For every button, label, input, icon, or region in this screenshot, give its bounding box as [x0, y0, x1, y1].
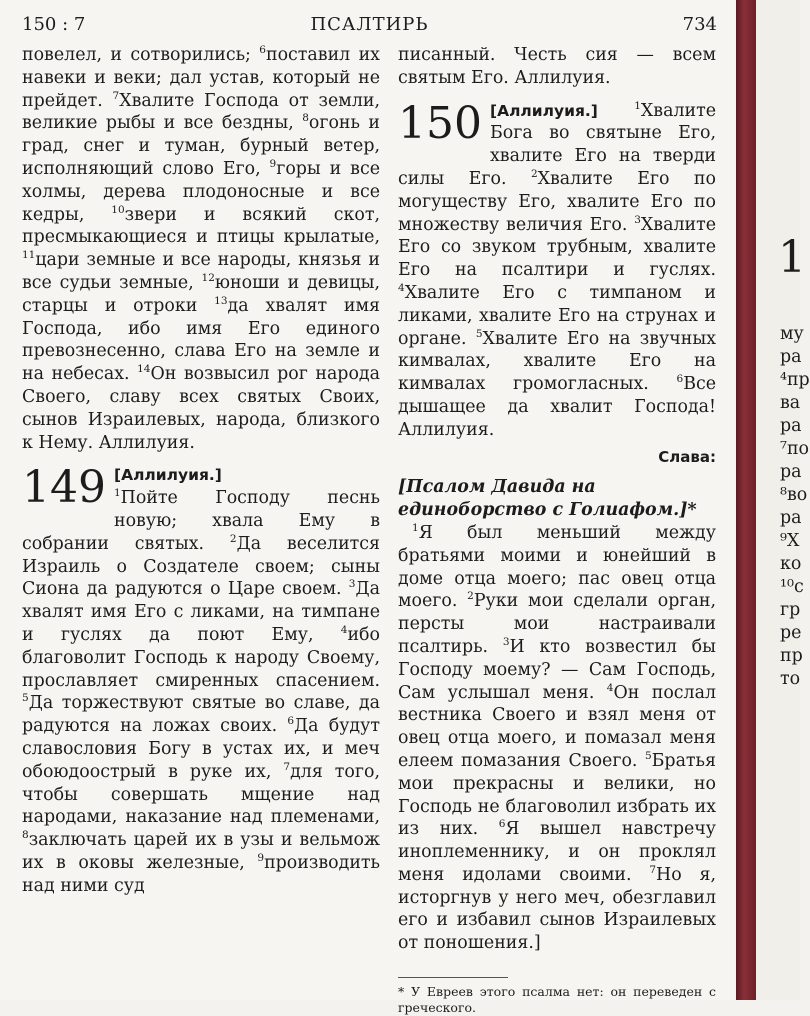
next-page-fragment: ⁷по	[780, 439, 810, 459]
verse-text: Да хвалят имя Его с ликами, на тимпане и гуслях да поют Ему,	[22, 579, 380, 645]
next-page-fragment: ва	[780, 393, 801, 413]
left-column	[22, 44, 380, 897]
next-page-fragment: то	[780, 669, 801, 689]
verse-number: 9	[269, 158, 277, 171]
psalm-151-text	[398, 522, 716, 955]
verse-text: Хвалите Его с тимпаном и ликами, хвалите Его на струнах и органе.	[398, 282, 716, 349]
psalm-149	[22, 464, 380, 897]
verse-text: да хвалят имя Господа, ибо имя Его единого превознесенно, слава Его на земле и на небесах.	[22, 295, 381, 385]
header-verse-ref: 150 : 7	[22, 14, 86, 35]
verse-number: 12	[201, 272, 215, 285]
next-page-fragment: ¹⁰с	[780, 577, 804, 597]
verse-text: огонь и град, снег и туман, бурный ветер, исполняющий слово Его,	[22, 113, 380, 179]
psalm-150	[398, 97, 716, 442]
verse-text: цари земные и все народы, князья и все судьи земные,	[22, 250, 380, 293]
footnote-divider	[398, 977, 508, 978]
verse-text: Все дышащее да хвалит Господа! Аллилуия.	[398, 374, 716, 440]
verse-number: 7	[283, 760, 291, 773]
page-header	[22, 10, 717, 38]
footnote: * У Евреев этого псалма нет: он переведен с греческого.	[398, 984, 716, 1016]
next-page-fragment: гр	[780, 600, 801, 620]
psalm-149-tail: писанный. Честь сия — всем святым Его. Аллилуия.	[398, 45, 716, 88]
verse-number: 14	[137, 363, 151, 376]
psalm-tag: [Аллилуия.]	[113, 466, 222, 485]
next-page-fragment: ра	[780, 416, 802, 436]
verse-number: 3	[348, 578, 356, 591]
next-page-fragment: ра	[780, 508, 802, 528]
verse-number: 4	[606, 681, 614, 694]
verse-number: 8	[22, 829, 29, 842]
verse-number: 8	[302, 112, 309, 125]
verse-number: 5	[644, 750, 652, 763]
verse-text: звери и всякий скот, пресмыкающиеся и птицы крылатые,	[22, 204, 380, 248]
verse-number: 6	[498, 818, 506, 831]
verse-number: 6	[676, 373, 684, 386]
page-number: 734	[682, 14, 717, 35]
verse-text: ибо благоволит Господь к народу Своему, прославляет смиренных спасением.	[22, 624, 380, 691]
verse-text: Он возвысил рог народа Своего, славу всех святых Своих, сынов Израилевых, народа, близкого к Нему. Аллилуия.	[22, 364, 380, 453]
verse-number: 2	[530, 168, 538, 181]
verse-number: 3	[634, 213, 641, 226]
header-title: ПСАЛТИРЬ	[310, 14, 429, 35]
verse-number: 3	[502, 636, 510, 649]
psalm-149-text	[22, 464, 380, 897]
verse-text: Да торжествуют святые во славе, да радуются на ложах своих.	[22, 693, 380, 737]
verse-text: Пойте Господу песнь новую; хвала Ему в собрании святых.	[22, 488, 380, 554]
verse-text: Хвалите Бога во святыне Его, хвалите Его на тверди силы Его.	[398, 100, 716, 189]
verse-number: 10	[111, 203, 125, 216]
verse-number: 5	[22, 692, 29, 705]
verse-number: 13	[214, 294, 228, 307]
verse-number: 1	[113, 487, 121, 500]
next-page-fragment: му	[780, 324, 804, 344]
next-page-fragment: ре	[780, 623, 802, 643]
verse-text: юноши и девицы, старцы и отроки	[22, 272, 380, 316]
psalm-number: 149	[22, 462, 106, 514]
verse-number: 11	[22, 249, 36, 262]
verse-text: производить над ними суд	[22, 852, 380, 896]
bookmark-ribbon	[736, 0, 756, 1000]
psalm-number: 150	[398, 97, 482, 149]
verse-text: заключать царей их в узы и вельмож их в оковы железные,	[22, 830, 380, 873]
verse-number: 4	[340, 624, 348, 637]
psalm-148-tail	[22, 44, 380, 454]
verse-text: Хвалите Его по могуществу Его, хвалите Его по множеству величия Его.	[398, 168, 716, 235]
verse-text: для того, чтобы совершать мщение над народами, наказание над племенами,	[22, 761, 380, 828]
verse-text: Руки мои сделали орган, персты мои настраивали псалтирь.	[398, 591, 716, 657]
verse-text: Братья мои прекрасны и велики, но Господь не благоволил избрать их из них.	[398, 750, 716, 840]
verse-text: Да веселится Израиль о Создателе своем; сыны Сиона да радуются о Царе своем.	[22, 533, 381, 600]
next-page-psalm-number: 1	[778, 232, 806, 283]
next-page-fragment: ра	[780, 462, 802, 482]
next-page-fragment: ⁸во	[780, 485, 808, 505]
verse-text: Да будут славословия Богу в устах их, и меч обоюдоострый в руке их,	[22, 716, 380, 782]
verse-text: Хвалите Господа от земли, великие рыбы и все бездны,	[22, 90, 380, 134]
slava-label: Слава:	[658, 447, 716, 466]
psalm-150-text	[398, 97, 716, 442]
psalm-151-title: [Псалом Давида на единоборство с Голиафом.]*	[398, 477, 697, 521]
verse-text: Я вышел навстречу иноплеменнику, и он проклял меня идолами своими.	[398, 819, 716, 885]
verse-number: 6	[287, 715, 295, 728]
verse-text: поставил их навеки и веки; дал устав, который не прейдет.	[22, 45, 380, 111]
verse-text: Я был меньший между братьями моими и юнейший в доме отца моего; пас овец отца моего.	[398, 522, 716, 612]
verse-number: 9	[257, 852, 265, 865]
verse-number: 4	[398, 282, 405, 295]
verse-number: 1	[412, 522, 419, 535]
verse-text: Хвалите Его на звучных кимвалах, хвалите Его на кимвалах громогласных.	[398, 328, 716, 395]
verse-text: Хвалите Его со звуком трубным, хвалите Его на псалтири и гуслях.	[398, 214, 716, 281]
verse-number: 7	[649, 864, 657, 877]
verse-text: Он послал вестника Своего и взял меня от овец отца моего, и помазал меня елеем помазания Своего.	[398, 682, 717, 771]
next-page-fragment: ра	[780, 347, 802, 367]
verse-text: повелел, и сотворились;	[22, 45, 260, 65]
verse-text: горы и все холмы, дерева плодоносные и все кедры,	[22, 158, 380, 225]
verse-number: 1	[634, 99, 641, 112]
next-page-fragment: ко	[780, 554, 802, 574]
verse-number: 7	[112, 89, 120, 102]
verse-number: 2	[467, 590, 474, 603]
right-column	[398, 44, 716, 1016]
verse-number: 5	[475, 327, 483, 340]
psalm-tag: [Аллилуия.]	[489, 101, 598, 120]
next-page-fragment: пр	[780, 646, 803, 666]
next-page-fragment: ⁹Х	[780, 531, 800, 551]
verse-number: 6	[259, 44, 266, 57]
next-page-fragment: ⁴пр	[780, 370, 810, 390]
verse-text: И кто возвестил бы Господу моему? — Сам Господь, Сам услышал меня.	[398, 636, 716, 703]
verse-text: Но я, исторгнув у него меч, обезглавил его и избавил сынов Израилевых от поношения.]	[398, 864, 716, 954]
verse-number: 2	[229, 532, 237, 545]
next-page-edge	[756, 0, 810, 1000]
